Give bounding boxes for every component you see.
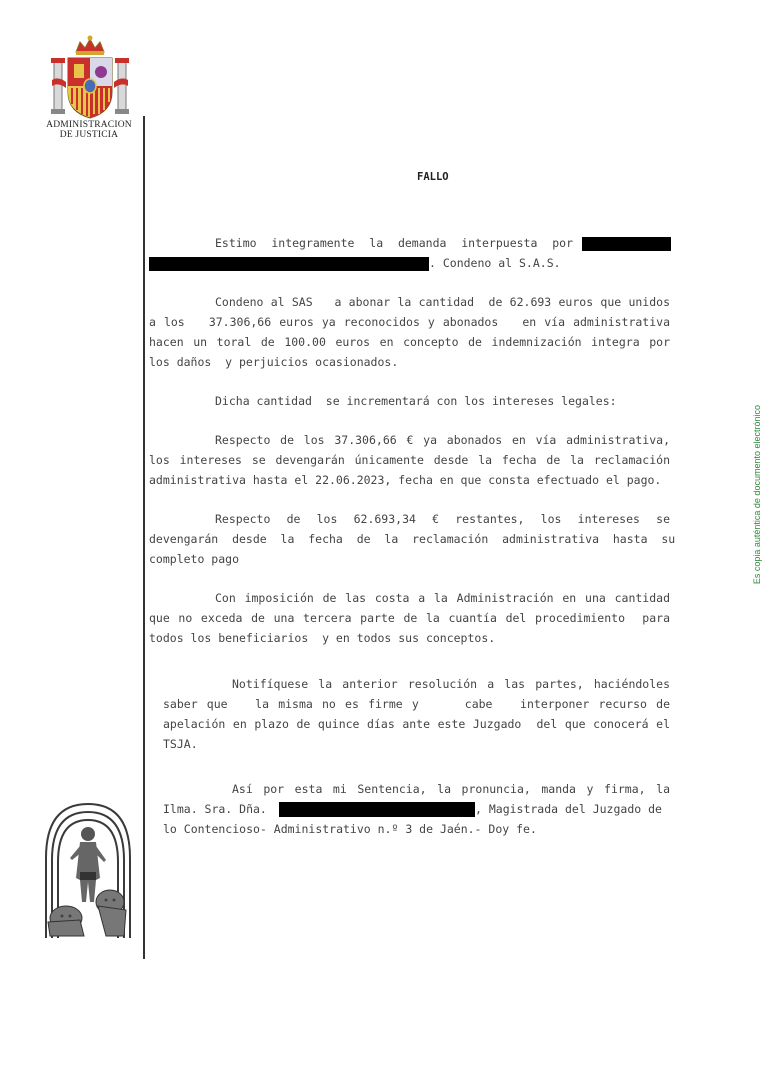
margin-rule (143, 116, 145, 959)
p8-line-2b: , Magistrada del Juzgado de (475, 802, 662, 816)
p8-line-2a: Ilma. Sra. Dña. (163, 802, 267, 816)
p6-line-3: todos los beneficiarios y en todos sus conceptos. (149, 631, 496, 645)
p1-line-2: . Condeno al S.A.S. (429, 256, 561, 270)
p2-line-1: Condeno al SAS a abonar la cantidad de 62.693 euros que unidos (215, 295, 670, 309)
p1-line-1: Estimo integramente la demanda interpuesta por (215, 236, 573, 250)
coat-of-arms-icon (48, 34, 132, 120)
p2-line-3: hacen un toral de 100.00 euros en concepto de indemnización integra por (149, 335, 670, 349)
p5-line-3: completo pago (149, 552, 240, 566)
p5-line-1: Respecto de los 62.693,34 € restantes, los intereses se (215, 512, 670, 526)
p8-line-3: lo Contencioso- Administrativo n.º 3 de Jaén.- Doy fe. (163, 822, 537, 836)
p6-line-1: Con imposición de las costa a la Administración en una cantidad (215, 591, 670, 605)
p4-line-3: administrativa hasta el 22.06.2023, fecha en que consta efectuado el pago. (149, 473, 662, 487)
p2-line-2: a los 37.306,66 euros ya reconocidos y abonados en vía administrativa (149, 315, 670, 329)
p7-line-4: TSJA. (163, 737, 198, 751)
p7-line-2: saber que la misma no es firme y cabe interponer recurso de (163, 697, 670, 711)
p5-line-2: devengarán desde la fecha de la reclamación administrativa hasta su (149, 532, 676, 546)
section-title: FALLO (417, 171, 449, 183)
authentic-copy-note: Es copia auténtica de documento electrónico (752, 405, 762, 585)
redacted-name-1 (582, 237, 671, 251)
redacted-magistrate-name (279, 802, 475, 817)
p4-line-2: los intereses se devengarán únicamente desde la fecha de la reclamación (149, 453, 670, 467)
institution-caption: ADMINISTRACION DE JUSTICIA (46, 120, 132, 140)
p4-line-1: Respecto de los 37.306,66 € ya abonados en vía administrativa, (215, 433, 670, 447)
p8-line-1: Así por esta mi Sentencia, la pronuncia, manda y firma, la (232, 782, 670, 796)
junta-andalucia-logo-icon (40, 798, 136, 940)
p6-line-2: que no exceda de una tercera parte de la cuantía del procedimiento para (149, 611, 670, 625)
p7-line-1: Notifíquese la anterior resolución a las partes, haciéndoles (232, 677, 670, 691)
p7-line-3: apelación en plazo de quince días ante este Juzgado del que conocerá el (163, 717, 670, 731)
redacted-name-2 (149, 257, 429, 271)
p3-line-1: Dicha cantidad se incrementará con los intereses legales: (215, 394, 617, 408)
p2-line-4: los daños y perjuicios ocasionados. (149, 355, 399, 369)
